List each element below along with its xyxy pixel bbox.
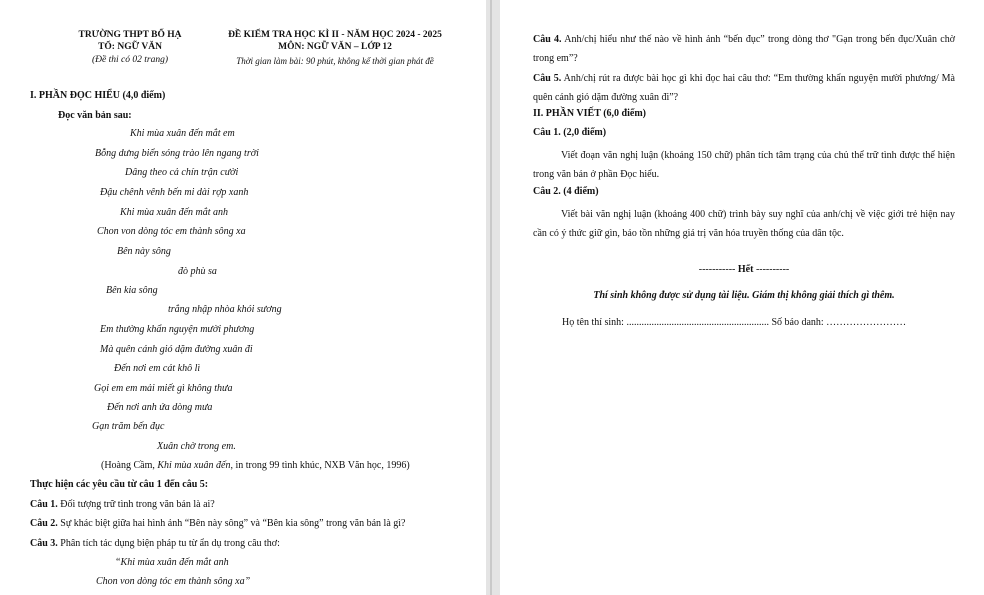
question-5 [533, 69, 955, 107]
exam-subject: MÔN: NGỮ VĂN – LỚP 12 [278, 42, 392, 52]
reading-instruction: Đọc văn bản sau: [58, 110, 132, 121]
writing-question-1-text: Viết đoạn văn nghị luận (khoảng 150 chữ) phân tích tâm trạng của chủ thể trữ tình được thể hiện trong văn bản ở phần Đọc hiểu. [533, 150, 955, 180]
exam-page-2 [500, 0, 984, 595]
source-title: Khi mùa xuân đến [157, 460, 231, 471]
poem-line: Xuân chờ trong em. [157, 441, 236, 452]
school-name: TRƯỜNG THPT BỐ HẠ [78, 30, 182, 40]
end-word: Hết [737, 264, 754, 275]
writing-section-title: II. PHẦN VIẾT (6,0 điểm) [533, 108, 646, 119]
writing-question-1-label: Câu 1. (2,0 điểm) [533, 127, 607, 138]
poem-line: Gạn trăm bến đục [92, 421, 165, 432]
question-3-quote-line: Chon von dòng tóc em thành sông xa” [96, 576, 251, 587]
question-text: Phân tích tác dụng biện pháp tu từ ẩn dụ trong câu thơ: [57, 538, 280, 549]
question-text: Sự khác biệt giữa hai hình ảnh “Bên này sông” và “Bên kia sông” trong văn bản là gì? [57, 518, 406, 529]
question-text: Anh/chị rút ra được bài học gì khi đọc hai câu thơ: “Em thường khẩn nguyện mười phương/ Mà quên cánh gió dặm đường xuân đi”? [533, 73, 955, 103]
poem-line: Khi mùa xuân đến mắt anh [120, 207, 229, 218]
question-2 [30, 518, 406, 530]
question-label: Câu 5. [533, 73, 562, 84]
poem-line: Gọi em em mải miết gì không thưa [94, 383, 233, 394]
pages-note: (Đề thi có 02 trang) [92, 55, 168, 65]
source-publication: , in trong 99 tình khúc, NXB Văn học, 1996) [230, 460, 410, 471]
end-dashes: ----------- [698, 264, 738, 275]
question-3 [30, 538, 280, 550]
end-dashes: ---------- [753, 264, 790, 275]
question-label: Câu 3. [30, 538, 58, 549]
question-4 [533, 30, 955, 68]
poem-line: Đến nơi anh ứa dòng mưa [107, 402, 213, 413]
poem-line: Chon von dòng tóc em thành sông xa [97, 226, 246, 237]
subject-group: TỔ: NGỮ VĂN [98, 42, 162, 52]
poem-line: Đến nơi em cát khô lì [114, 363, 201, 374]
exam-page-1 [0, 0, 486, 595]
writing-question-2-text: Viết bài văn nghị luận (khoảng 400 chữ) trình bày suy nghĩ của anh/chị về việc giới trẻ hiện nay cần có ý thức giữ gìn, bảo tồn những giá trị văn hóa truyền thống của dân tộc. [533, 209, 955, 239]
poem-line: Bỗng dưng biển sóng trào lên ngang trời [95, 148, 259, 159]
candidate-info-line: Họ tên thí sinh: ......................................................... Số báo danh: …………………… [562, 317, 907, 328]
source-author: (Hoàng Cầm, [101, 460, 158, 471]
poem-source [101, 460, 410, 472]
poem-line: Đậu chênh vênh bến mi dài rợp xanh [100, 187, 249, 198]
writing-question-2-label: Câu 2. (4 điểm) [533, 186, 599, 197]
question-1 [30, 499, 215, 511]
poem-line: Bên này sông [117, 246, 171, 257]
poem-line: Mà quên cánh gió dặm đường xuân đi [100, 344, 253, 355]
poem-line: đò phù sa [178, 266, 217, 277]
reading-section-title: I. PHẦN ĐỌC HIỂU (4,0 điểm) [30, 90, 166, 101]
poem-line: trắng nhập nhòa khói sương [168, 304, 282, 315]
poem-line: Em thường khẩn nguyện mười phương [100, 324, 255, 335]
exam-title: ĐỀ KIỂM TRA HỌC KÌ II - NĂM HỌC 2024 - 2025 [228, 30, 442, 40]
exam-note: Thí sinh không được sử dụng tài liệu. Giám thị không giải thích gì thêm. [593, 290, 895, 301]
page-gutter [486, 0, 500, 595]
end-marker [533, 264, 955, 276]
question-label: Câu 4. [533, 34, 562, 45]
question-label: Câu 1. [30, 499, 58, 510]
task-instruction: Thực hiện các yêu cầu từ câu 1 đến câu 5: [30, 479, 209, 490]
question-text: Anh/chị hiểu như thế nào về hình ảnh “bến đục” trong dòng thơ "Gạn trong bến đục/Xuân chờ trong em”? [533, 34, 955, 64]
page-divider [490, 0, 492, 595]
poem-line: Khi mùa xuân đến mắt em [130, 128, 235, 139]
question-label: Câu 2. [30, 518, 58, 529]
poem-line: Dâng theo cả chín trận cười [125, 167, 239, 178]
poem-line: Bên kia sông [106, 285, 158, 296]
question-text: Đối tượng trữ tình trong văn bản là ai? [57, 499, 215, 510]
exam-time: Thời gian làm bài: 90 phút, không kể thời gian phát đề [236, 56, 434, 66]
question-3-quote-line: “Khi mùa xuân đến mắt anh [115, 557, 229, 568]
